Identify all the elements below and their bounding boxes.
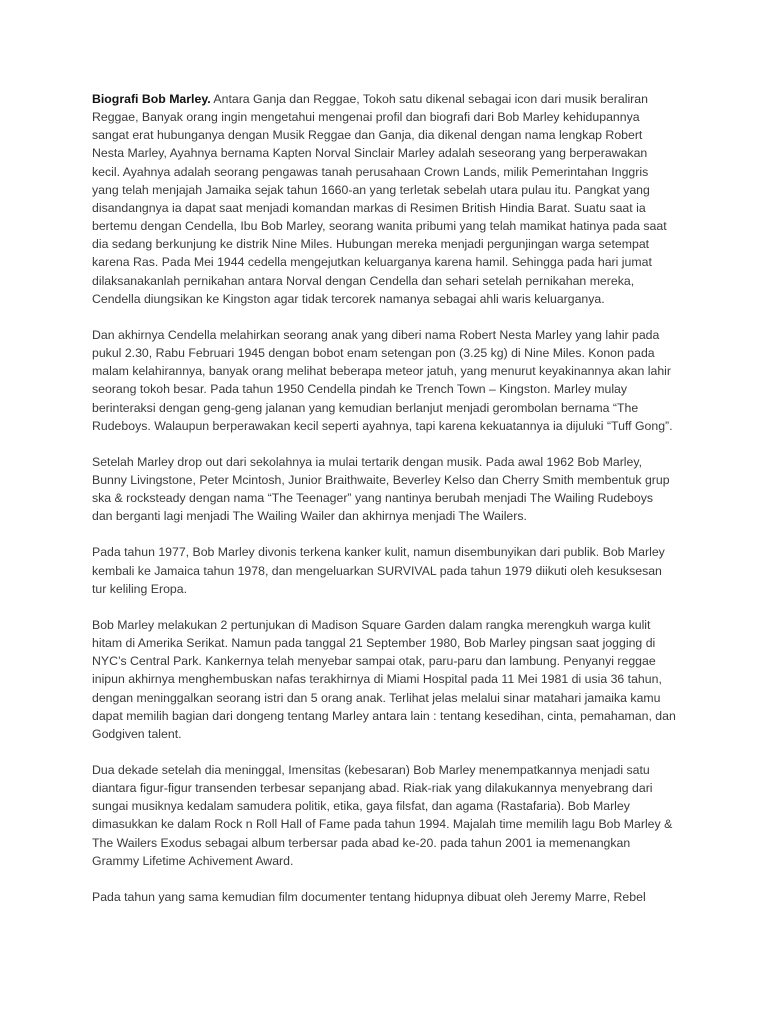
text-line: dimasukkan ke dalam Rock n Roll Hall of Fame pada tahun 1994. Majalah time memilih lagu Bob Marley &	[92, 817, 673, 832]
text-line: berinteraksi dengan geng-geng jalanan yang kemudian berlanjut menjadi gerombolan bernama “The	[92, 400, 639, 415]
text-line	[92, 90, 687, 108]
text-line: Dan akhirnya Cendella melahirkan seorang anak yang diberi nama Robert Nesta Marley yang lahir pada	[92, 327, 660, 342]
text-line: yang telah menjajah Jamaika sejak tahun 1660-an yang terletak sebelah utara pulau itu. Pangkat yang	[92, 182, 650, 197]
text-line: Pada tahun yang sama kemudian film documenter tentang hidupnya dibuat oleh Jeremy Marre, Rebel	[92, 889, 646, 904]
text-line: NYC’s Central Park. Kankernya telah menyebar sampai otak, paru-paru dan lambung. Penyanyi reggae	[92, 654, 656, 669]
text-line: ska & rocksteady dengan nama “The Teenager” yang nantinya berubah menjadi The Wailing Rudeboys	[92, 491, 653, 506]
text-line: kecil. Ayahnya adalah seorang pengawas tanah perusahaan Crown Lands, milik Pemerintahan Inggris	[92, 164, 649, 179]
paragraph-2	[92, 326, 687, 435]
text-line: bertemu dengan Cendella, Ibu Bob Marley, seorang wanita pribumi yang telah mamikat hatinya pada saat	[92, 219, 667, 234]
document-title: Biografi Bob Marley.	[92, 92, 211, 106]
text-line: Nesta Marley, Ayahnya bernama Kapten Norval Sinclair Marley adalah seseorang yang berperawakan	[92, 146, 648, 161]
paragraph-7	[92, 888, 687, 906]
text-line: Rudeboys. Walaupun berperawakan kecil seperti ayahnya, tapi karena kekuatannya ia dijuluki “Tuff Gong”.	[92, 418, 673, 433]
text-line: dilaksanakanlah pernikahan antara Norval dengan Cendella dan sehari setelah pernikahan mereka,	[92, 273, 635, 288]
text-line: pukul 2.30, Rabu Februari 1945 dengan bobot enam setengan pon (3.25 kg) di Nine Miles. Konon pada	[92, 346, 655, 361]
text-line: malam kelahirannya, banyak orang melihat beberapa meteor jatuh, yang menurut keyakinannya akan lahir	[92, 364, 671, 379]
paragraph-6	[92, 761, 687, 870]
text-line: Setelah Marley drop out dari sekolahnya ia mulai tertarik dengan musik. Pada awal 1962 Bob Marley,	[92, 454, 643, 469]
text-line: dengan meninggalkan seorang istri dan 5 orang anak. Terlihat jelas melalui sinar matahari jamaika kamu	[92, 690, 661, 705]
text-line: Pada tahun 1977, Bob Marley divonis terkena kanker kulit, namun disembunyikan dari publik. Bob Marley	[92, 545, 665, 560]
text-line: Grammy Lifetime Achivement Award.	[92, 853, 294, 868]
paragraph-1	[92, 90, 687, 308]
text-line: dan berganti lagi menjadi The Wailing Wailer dan akhirnya menjadi The Wailers.	[92, 509, 527, 524]
text-line: sangat erat hubunganya dengan Musik Reggae dan Ganja, dia dikenal dengan nama lengkap Robert	[92, 128, 643, 143]
text-line: Bob Marley melakukan 2 pertunjukan di Madison Square Garden dalam rangka merengkuh warga kulit	[92, 617, 651, 632]
text-line: sungai musiknya kedalam samudera politik, etika, gaya filsfat, dan agama (Rastafaria). Bob Marley	[92, 799, 630, 814]
text-line: seorang tokoh besar. Pada tahun 1950 Cendella pindah ke Trench Town – Kingston. Marley mulay	[92, 382, 628, 397]
text-line: karena Ras. Pada Mei 1944 cedella mengejutkan keluarganya karena hamil. Sehingga pada hari jumat	[92, 255, 652, 270]
text-line: Cendella diungsikan ke Kingston agar tidak tercorek namanya sebagai ahli waris keluarganya.	[92, 291, 605, 306]
text-line: tur keliling Eropa.	[92, 581, 188, 596]
text-line: dapat memilih bagian dari dongeng tentang Marley antara lain : tentang kesedihan, cinta, pemahaman, dan	[92, 708, 676, 723]
text-line-content: Antara Ganja dan Reggae, Tokoh satu dikenal sebagai icon dari musik beraliran	[210, 92, 648, 106]
paragraph-3	[92, 453, 687, 526]
paragraph-5	[92, 616, 687, 743]
text-line: The Wailers Exodus sebagai album terbersar pada abad ke-20. pada tahun 2001 ia memenangkan	[92, 835, 631, 850]
text-line: kembali ke Jamaica tahun 1978, dan mengeluarkan SURVIVAL pada tahun 1979 diikuti oleh kesuksesan	[92, 563, 662, 578]
text-line: diantara figur-figur transenden terbesar sepanjang abad. Riak-riak yang dilakukannya menyebrang dari	[92, 781, 653, 796]
text-line: Reggae, Banyak orang ingin mengetahui mengenai profil dan biografi dari Bob Marley kehidupannya	[92, 110, 640, 125]
text-line: Dua dekade setelah dia meninggal, Imensitas (kebesaran) Bob Marley menempatkannya menjadi satu	[92, 763, 650, 777]
document-body	[92, 90, 687, 924]
text-line: hitam di Amerika Serikat. Namun pada tanggal 21 September 1980, Bob Marley pingsan saat jogging di	[92, 636, 656, 651]
text-line: disandangnya ia dapat saat menjadi komandan markas di Resimen British Hindia Barat. Suatu saat ia	[92, 200, 646, 215]
text-line: dia sedang berkunjung ke distrik Nine Miles. Hubungan mereka menjadi pergunjingan warga setempat	[92, 237, 650, 252]
paragraph-4	[92, 543, 687, 597]
text-line: Bunny Livingstone, Peter Mcintosh, Junior Braithwaite, Beverley Kelso dan Cherry Smith membentuk grup	[92, 472, 670, 487]
text-line: inipun akhirnya menghembuskan nafas terakhirnya di Miami Hospital pada 11 Mei 1981 di usia 36 tahun,	[92, 672, 662, 687]
text-line: Godgiven talent.	[92, 726, 182, 741]
